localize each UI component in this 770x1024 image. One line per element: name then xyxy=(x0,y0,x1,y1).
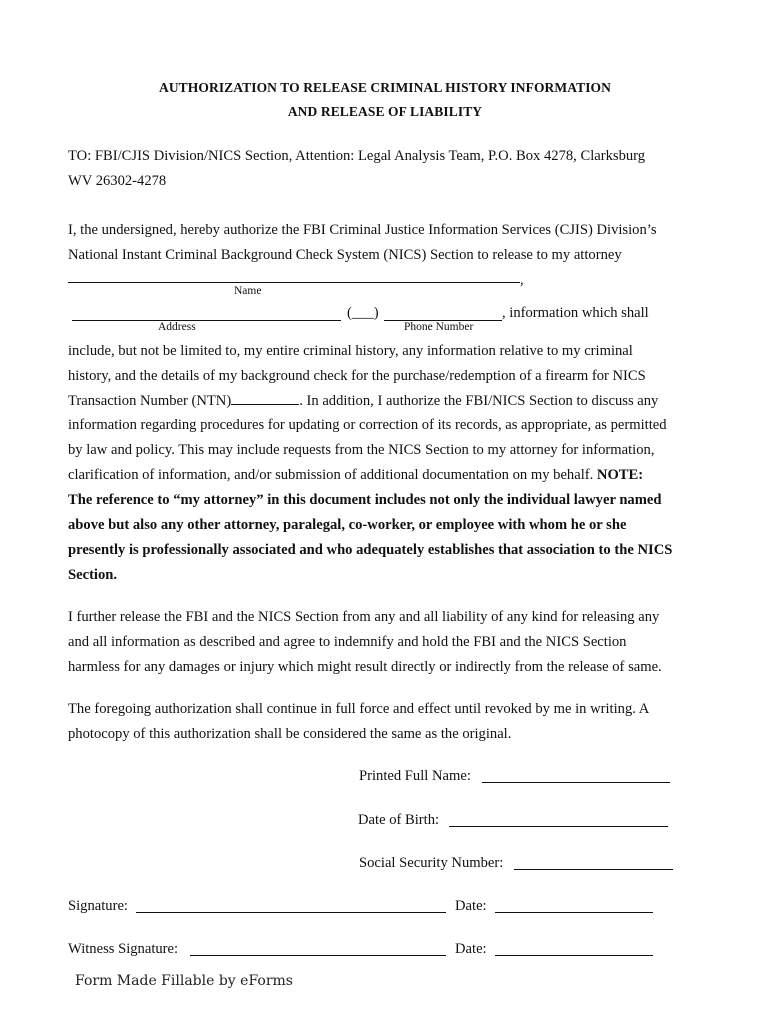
witness-signature-input[interactable] xyxy=(190,954,446,956)
ntn-suffix: . In addition, I authorize the FBI/NICS Section to discuss any xyxy=(299,393,659,409)
para2-line: harmless for any damages or injury which might result directly or indirectly from the release of same. xyxy=(68,659,662,675)
title-line-2: AND RELEASE OF LIABILITY xyxy=(287,104,483,119)
title-line-1: AUTHORIZATION TO RELEASE CRIMINAL HISTORY INFORMATION xyxy=(158,80,612,95)
ntn-input[interactable] xyxy=(231,392,299,405)
printed-name-label: Printed Full Name: xyxy=(359,768,471,784)
printed-name-input[interactable] xyxy=(482,781,670,783)
body-line: by law and policy. This may include requests from the NICS Section to my attorney for information, xyxy=(68,442,655,458)
to-line-2: WV 26302-4278 xyxy=(68,173,167,189)
phone-caption: Phone Number xyxy=(404,321,474,333)
para2-line: and all information as described and agree to indemnify and hold the FBI and the NICS Section xyxy=(68,634,627,650)
dob-input[interactable] xyxy=(449,825,668,827)
para1-line-2: National Instant Criminal Background Check System (NICS) Section to release to my attorney xyxy=(68,247,622,263)
para3-line: The foregoing authorization shall continue in full force and effect until revoked by me in writing. A xyxy=(68,701,650,717)
address-tail-text: , information which shall xyxy=(502,305,649,321)
bold-line: above but also any other attorney, paralegal, co-worker, or employee with whom he or she xyxy=(68,517,627,533)
note-plain-text: clarification of information, and/or submission of additional documentation on my behalf. xyxy=(68,467,597,483)
para2-line: I further release the FBI and the NICS Section from any and all liability of any kind for releasing any xyxy=(68,609,660,625)
name-comma: , xyxy=(520,272,524,288)
ssn-label: Social Security Number: xyxy=(359,855,504,871)
ntn-line xyxy=(68,392,658,410)
attorney-name-input[interactable] xyxy=(68,281,520,283)
phone-area-code[interactable]: (___) xyxy=(347,305,379,321)
para1-line-1: I, the undersigned, hereby authorize the FBI Criminal Justice Information Services (CJIS) Division’s xyxy=(68,222,657,238)
witness-date-label: Date: xyxy=(455,941,487,957)
footer-note: Form Made Fillable by eForms xyxy=(75,973,293,989)
to-line-1: TO: FBI/CJIS Division/NICS Section, Attention: Legal Analysis Team, P.O. Box 4278, Clarksburg xyxy=(68,148,646,164)
bold-line: Section. xyxy=(68,567,118,583)
note-line xyxy=(68,466,643,484)
signature-date-label: Date: xyxy=(455,898,487,914)
ssn-input[interactable] xyxy=(514,868,673,870)
name-caption: Name xyxy=(234,285,262,297)
signature-label: Signature: xyxy=(68,898,128,914)
bold-line: The reference to “my attorney” in this document includes not only the individual lawyer named xyxy=(68,492,662,508)
body-line: history, and the details of my background check for the purchase/redemption of a firearm for NICS xyxy=(68,368,646,384)
bold-line: presently is professionally associated and who adequately establishes that association to the NICS xyxy=(68,542,673,558)
witness-date-input[interactable] xyxy=(495,954,653,956)
signature-input[interactable] xyxy=(136,911,446,913)
witness-signature-label: Witness Signature: xyxy=(68,941,179,957)
para3-line: photocopy of this authorization shall be considered the same as the original. xyxy=(68,726,512,742)
note-label: NOTE: xyxy=(596,467,644,483)
attorney-address-input[interactable] xyxy=(72,319,341,321)
ntn-prefix: Transaction Number (NTN) xyxy=(68,393,232,409)
signature-date-input[interactable] xyxy=(495,911,653,913)
dob-label: Date of Birth: xyxy=(358,812,440,828)
body-line: include, but not be limited to, my entire criminal history, any information relative to my criminal xyxy=(68,343,633,359)
address-caption: Address xyxy=(158,321,196,333)
body-line: information regarding procedures for updating or correction of its records, as appropriate, as permitted xyxy=(68,417,667,433)
